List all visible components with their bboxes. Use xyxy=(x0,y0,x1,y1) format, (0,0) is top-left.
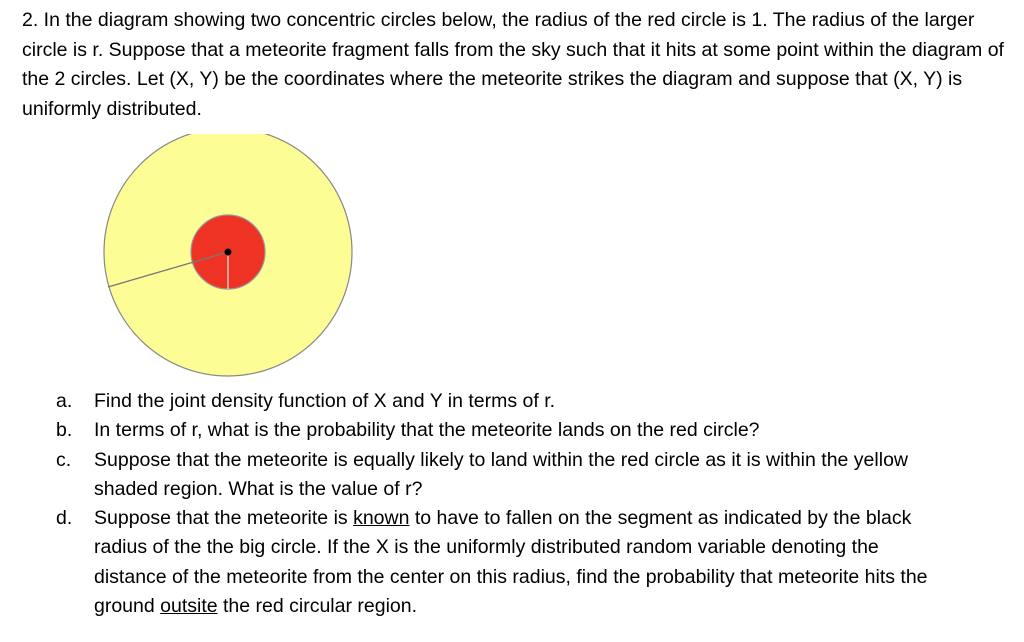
question-c xyxy=(56,446,956,505)
question-d-text xyxy=(94,507,928,617)
question-b-text: In terms of r, what is the probability that the meteorite lands on the red circle? xyxy=(94,419,760,442)
question-b-marker: b. xyxy=(56,419,73,442)
question-a-text: Find the joint density function of X and Y in terms of r. xyxy=(94,390,556,412)
question-d-part1: Suppose that the meteorite is xyxy=(94,507,354,530)
question-a-marker: a. xyxy=(56,390,73,412)
problem-statement: 2. In the diagram showing two concentric circles below, the radius of the red circle is 1. The radius of the larger circle is r. Suppose that a meteorite fragment falls from the sky such that it hits at some point within the diagram of the 2 circles. Let (X, Y) be the coordinates where the meteorite strikes the diagram and suppose that (X, Y) is uniformly distributed. xyxy=(22,9,1004,120)
question-d-part3: the red circular region. xyxy=(217,595,418,618)
question-d-part2: to have to fallen on the segment as indicated by the black radius of the the big circle. If the X is the uniformly distributed random variable denoting the distance of the meteorite from the center on this radius, find the probability that meteorite hits the ground xyxy=(94,507,928,618)
question-c-text: Suppose that the meteorite is equally likely to land within the red circle as it is within the yellow shaded region. What is the value of r? xyxy=(94,448,908,500)
question-b xyxy=(56,416,956,445)
question-d-emphasis-known: known xyxy=(353,507,410,530)
question-list xyxy=(56,387,956,621)
concentric-circles-diagram xyxy=(100,134,360,388)
question-d xyxy=(56,504,956,621)
circles-svg xyxy=(100,134,360,388)
center-point xyxy=(225,249,232,256)
question-d-emphasis-outsite: outsite xyxy=(160,595,218,618)
question-a xyxy=(56,387,956,416)
question-c-marker: c. xyxy=(56,448,72,471)
question-d-marker: d. xyxy=(56,507,73,530)
